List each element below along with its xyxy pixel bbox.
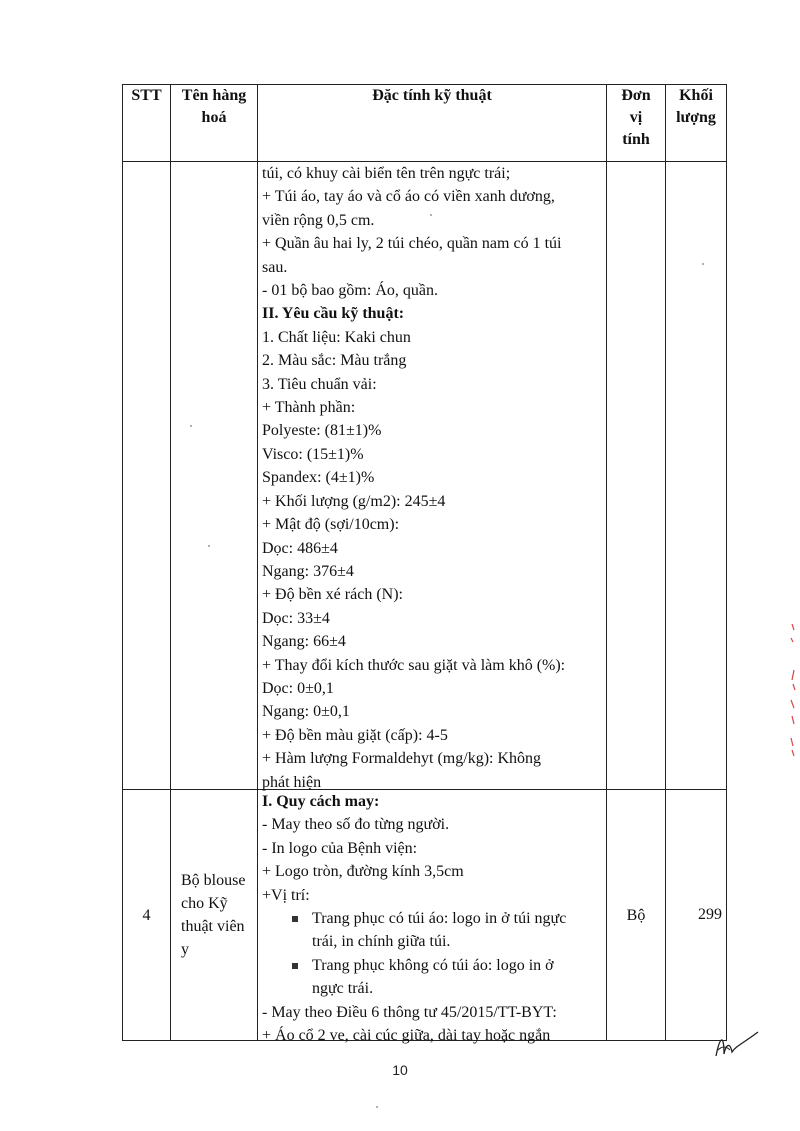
spec-line: +Vị trí:	[262, 886, 310, 904]
table-row	[123, 790, 727, 1041]
spec-line: Ngang: 376±4	[262, 562, 354, 580]
spec-line: I. Quy cách may:	[262, 793, 380, 810]
bullet-item	[262, 954, 602, 1001]
spec-line: 2. Màu sắc: Màu trắng	[262, 352, 407, 370]
scan-speck	[208, 545, 210, 547]
header-unit: Đơn vị tính	[607, 85, 666, 162]
spec-line: + Độ bền màu giặt (cấp): 4-5	[262, 726, 448, 744]
scan-speck	[702, 263, 704, 265]
scan-speck	[430, 214, 432, 216]
spec-line: Dọc: 0±0,1	[262, 679, 334, 697]
header-technical-specs: Đặc tính kỹ thuật	[258, 85, 607, 162]
spec-line: - May theo Điều 6 thông tư 45/2015/TT-BYT:	[262, 1003, 557, 1021]
unit-cell: Bộ	[607, 790, 666, 1041]
technical-specs-cell	[258, 162, 607, 790]
square-bullet-icon	[292, 916, 298, 922]
scan-speck	[190, 425, 192, 427]
spec-line: - 01 bộ bao gồm: Áo, quần.	[262, 282, 438, 300]
spec-line: Polyeste: (81±1)%	[262, 422, 382, 440]
scan-speck	[376, 1106, 378, 1108]
specification-table	[122, 84, 727, 1045]
quantity-cell	[666, 162, 727, 790]
unit-cell	[607, 162, 666, 790]
spec-line: Visco: (15±1)%	[262, 445, 364, 463]
spec-line: + Mật độ (sợi/10cm):	[262, 516, 400, 534]
spec-line: + Thành phần:	[262, 399, 356, 417]
spec-line: + Áo cổ 2 ve, cài cúc giữa, dài tay hoặc ngắn	[262, 1027, 551, 1045]
product-name-cell: Bộ blouse cho Kỹ thuật viên y	[171, 790, 258, 1041]
spec-line: Dọc: 33±4	[262, 609, 330, 627]
page-number: 10	[392, 1062, 408, 1078]
technical-specs-cell	[258, 790, 607, 1045]
spec-line: - May theo số đo từng người.	[262, 816, 450, 834]
spec-text-block	[258, 162, 606, 789]
spec-line: sau.	[262, 258, 288, 276]
spec-line: II. Yêu cầu kỹ thuật:	[262, 305, 405, 323]
spec-line: - In logo của Bệnh viện:	[262, 839, 418, 857]
stt-cell	[123, 162, 171, 790]
header-quantity: Khối lượng	[666, 85, 727, 162]
spec-line: 3. Tiêu chuẩn vải:	[262, 375, 377, 393]
square-bullet-icon	[292, 963, 298, 969]
spec-line: Ngang: 0±0,1	[262, 703, 350, 721]
bullet-text: Trang phục có túi áo: logo in ở túi ngực trái, in chính giữa túi.	[312, 910, 567, 951]
spec-text-block	[258, 790, 606, 1045]
spec-line: + Khối lượng (g/m2): 245±4	[262, 492, 446, 510]
product-name-cell	[171, 162, 258, 790]
table-header-row	[123, 85, 727, 162]
spec-line: phát hiện	[262, 773, 322, 791]
spec-line: + Thay đổi kích thước sau giặt và làm khô (%):	[262, 656, 566, 674]
bullet-text: Trang phục không có túi áo: logo in ở ngực trái.	[312, 956, 554, 998]
header-stt: STT	[123, 85, 171, 162]
quantity-cell: 299	[666, 790, 727, 1041]
spec-line: + Túi áo, tay áo và cổ áo có viền xanh dương,	[262, 188, 555, 206]
spec-line: 1. Chất liệu: Kaki chun	[262, 328, 411, 346]
bullet-item	[262, 907, 602, 954]
red-margin-annotation	[782, 620, 800, 760]
signature-mark	[712, 1026, 762, 1066]
spec-line: + Hàm lượng Formaldehyt (mg/kg): Không	[262, 750, 542, 768]
header-product-name: Tên hàng hoá	[171, 85, 258, 162]
spec-line: + Độ bền xé rách (N):	[262, 586, 403, 604]
spec-line: Dọc: 486±4	[262, 539, 338, 557]
spec-line: + Quần âu hai ly, 2 túi chéo, quần nam có 1 túi	[262, 235, 562, 253]
table-row	[123, 162, 727, 790]
stt-cell: 4	[123, 790, 171, 1041]
spec-line: Ngang: 66±4	[262, 633, 346, 651]
spec-line: viền rộng 0,5 cm.	[262, 211, 375, 229]
spec-line: Spandex: (4±1)%	[262, 469, 375, 487]
spec-line: + Logo tròn, đường kính 3,5cm	[262, 863, 464, 881]
spec-line: túi, có khuy cài biển tên trên ngực trái;	[262, 165, 511, 182]
